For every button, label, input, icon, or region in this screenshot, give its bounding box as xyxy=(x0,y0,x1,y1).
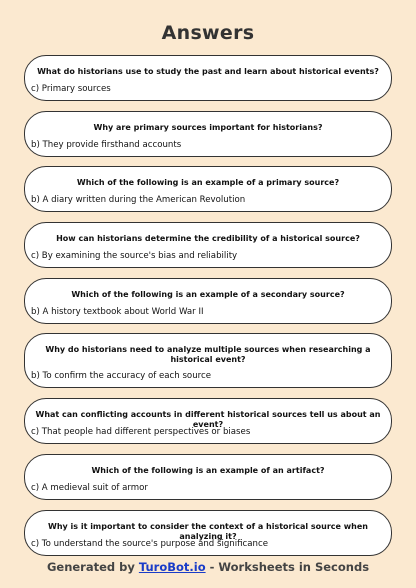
answer-text: c) To understand the source's purpose and significance xyxy=(31,538,269,549)
answer-text: b) They provide firsthand accounts xyxy=(31,139,182,150)
question-text: Which of the following is an example of a primary source? xyxy=(76,178,340,188)
answer-card xyxy=(24,510,392,556)
question-text: Why is it important to consider the context of a historical source when analyzing it? xyxy=(48,521,368,541)
question-text: Why do historians need to analyze multiple sources when researching a historical event? xyxy=(45,345,371,365)
turobot-link[interactable]: TuroBot.io xyxy=(138,560,206,574)
answer-text: c) Primary sources xyxy=(31,84,111,94)
answer-text: c) That people had different perspectives or biases xyxy=(31,427,251,438)
footer-prefix: Generated by xyxy=(46,560,139,574)
answer-card xyxy=(24,333,392,388)
question-text: How can historians determine the credibility of a historical source? xyxy=(56,234,360,244)
answer-text: c) By examining the source's bias and reliability xyxy=(31,251,238,262)
answer-card xyxy=(24,111,392,157)
answer-card xyxy=(24,55,392,101)
question-text: What do historians use to study the past and learn about historical events? xyxy=(37,67,379,76)
answer-list xyxy=(24,55,392,565)
answer-card xyxy=(24,222,392,268)
answer-text: b) To confirm the accuracy of each source xyxy=(31,371,211,382)
answer-text: b) A diary written during the American Revolution xyxy=(31,195,246,206)
question-text: Which of the following is an example of a secondary source? xyxy=(71,289,345,299)
footer xyxy=(0,560,416,574)
page-title: Answers xyxy=(161,22,255,44)
footer-suffix: - Worksheets in Seconds xyxy=(205,560,370,574)
answer-card xyxy=(24,398,392,444)
question-text: Why are primary sources important for historians? xyxy=(93,122,323,132)
answer-card xyxy=(24,166,392,212)
answer-card xyxy=(24,454,392,500)
answer-text: b) A history textbook about World War II xyxy=(31,306,204,317)
question-text: Which of the following is an example of an artifact? xyxy=(91,465,325,475)
answer-card xyxy=(24,278,392,324)
answer-text: c) A medieval suit of armor xyxy=(31,482,148,493)
question-text: What can conflicting accounts in different historical sources tell us about an event? xyxy=(35,410,381,430)
